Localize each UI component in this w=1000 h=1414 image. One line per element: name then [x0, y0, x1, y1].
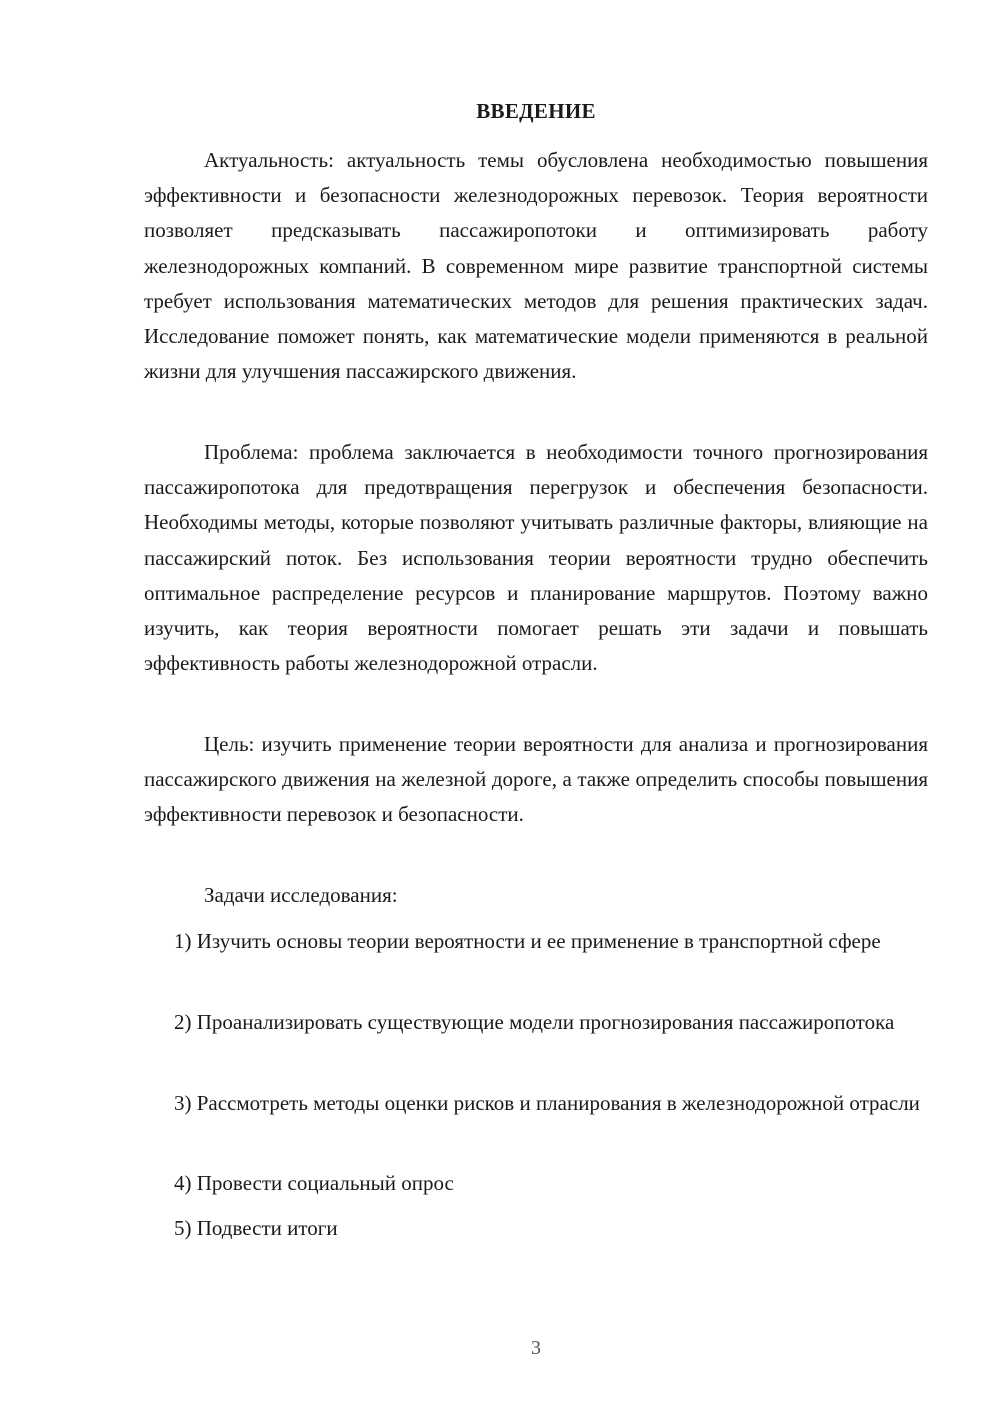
paragraph-goal: Цель: изучить применение теории вероятности для анализа и прогнозирования пассажирского движения на железной дороге, а также определить способы повышения эффективности перевозок и безопасности.: [144, 732, 928, 827]
task-item: 3) Рассмотреть методы оценки рисков и планирования в железнодорожной отрасли: [174, 1091, 920, 1115]
page-title: ВВЕДЕНИЕ: [476, 99, 596, 123]
task-item: 1) Изучить основы теории вероятности и ее применение в транспортной сфере: [174, 929, 881, 953]
tasks-heading: Задачи исследования:: [204, 883, 398, 907]
document-page: [144, 0, 928, 1414]
task-item: 2) Проанализировать существующие модели прогнозирования пассажиропотока: [174, 1010, 895, 1034]
page-number: 3: [531, 1337, 541, 1359]
task-item: 4) Провести социальный опрос: [174, 1171, 454, 1195]
paragraph-problem: Проблема: проблема заключается в необходимости точного прогнозирования пассажиропотока для предотвращения перегрузок и обеспечения безопасности. Необходимы методы, которые позволяют учитывать различные факторы, влияющие на пассажирский поток. Без использования теории вероятности трудно обеспечить оптимальное распределение ресурсов и планирование маршрутов. Поэтому важно изучить, как теория вероятности помогает решать эти задачи и повышать эффективность работы железнодорожной отрасли.: [144, 440, 928, 676]
paragraph-relevance: Актуальность: актуальность темы обусловлена необходимостью повышения эффективности и безопасности железнодорожных перевозок. Теория вероятности позволяет предсказывать пассажиропотоки и оптимизировать работу железнодорожных компаний. В современном мире развитие транспортной системы требует использования математических методов для решения практических задач. Исследование поможет понять, как математические модели применяются в реальной жизни для улучшения пассажирского движения.: [144, 148, 928, 384]
task-item: 5) Подвести итоги: [174, 1216, 338, 1240]
